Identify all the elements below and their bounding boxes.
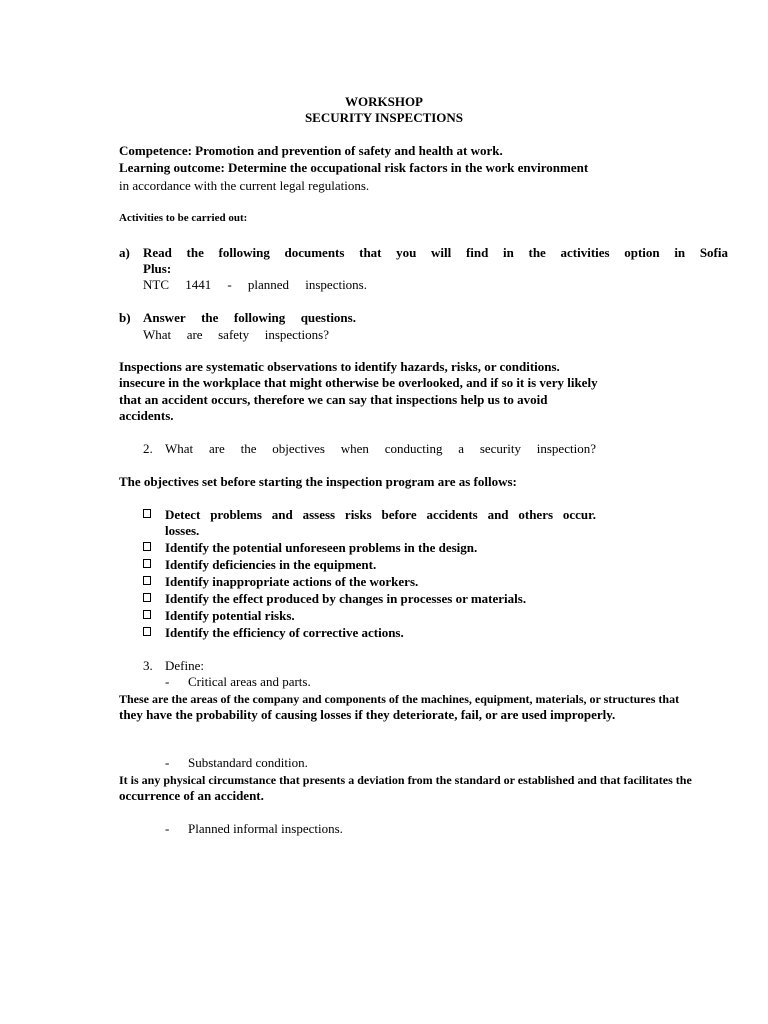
learning-outcome-text: Learning outcome: Determine the occupational risk factors in the work environment [119, 160, 589, 175]
word: a [458, 441, 465, 456]
word: others [518, 507, 554, 522]
word: following [233, 310, 286, 325]
item-a-line [143, 245, 728, 261]
document-subtitle: SECURITY INSPECTIONS [304, 110, 464, 125]
word: accidents [426, 507, 478, 522]
word: and [487, 507, 509, 522]
answer-1-line: insecure in the workplace that might otherwise be overlooked, and if so it is very likely [119, 375, 598, 390]
answer-1-line: Inspections are systematic observations to identify hazards, risks, or conditions. [119, 359, 560, 374]
item-a-marker: a) [119, 245, 130, 260]
define-dash: - [165, 821, 170, 836]
checkbox-bullet-icon [143, 593, 151, 602]
checkbox-bullet-icon [143, 576, 151, 585]
word: objectives [272, 441, 325, 456]
checkbox-bullet-icon [143, 509, 151, 518]
word: option [624, 245, 660, 260]
learning-outcome-continuation: in accordance with the current legal regulations. [119, 178, 370, 193]
word: - [227, 277, 232, 292]
objective-item: Identify inappropriate actions of the workers. [165, 574, 419, 589]
word: NTC [143, 277, 169, 292]
word: Answer [143, 310, 186, 325]
checkbox-bullet-icon [143, 610, 151, 619]
word: assess [302, 507, 336, 522]
question-3-label: Define: [165, 658, 204, 673]
answer-1-line: accidents. [119, 408, 174, 423]
word: in [674, 245, 686, 260]
word: are [208, 441, 225, 456]
objective-item: Identify the efficiency of corrective actions. [165, 625, 404, 640]
word: Sofia [699, 245, 728, 260]
define-term: Critical areas and parts. [188, 674, 311, 689]
item-b-subline [143, 327, 329, 343]
word: questions. [300, 310, 356, 325]
word: when [340, 441, 369, 456]
question-3-number: 3. [143, 658, 153, 673]
word: activities [560, 245, 610, 260]
objective-item: Identify deficiencies in the equipment. [165, 557, 377, 572]
define-definition-line: they have the probability of causing losses if they deteriorate, fail, or are used improperly. [119, 707, 616, 722]
word: planned [247, 277, 290, 292]
item-a-subline [143, 277, 367, 293]
word: and [271, 507, 293, 522]
define-term: Planned informal inspections. [188, 821, 343, 836]
word: the [186, 245, 204, 260]
item-a-continuation: Plus: [143, 261, 172, 276]
activities-heading: Activities to be carried out: [119, 212, 248, 224]
objective-item: Identify the effect produced by changes in processes or materials. [165, 591, 527, 606]
define-definition-line: occurrence of an accident. [119, 788, 264, 803]
word: you [396, 245, 417, 260]
word: inspection? [536, 441, 596, 456]
word: security [479, 441, 521, 456]
word: find [465, 245, 489, 260]
document-title: WORKSHOP [344, 94, 423, 109]
competence-text: Competence: Promotion and prevention of safety and health at work. [119, 143, 503, 158]
word: before [381, 507, 417, 522]
word: the [240, 441, 257, 456]
objective-item: Identify the potential unforeseen problems in the design. [165, 540, 478, 555]
objective-item-continuation: losses. [165, 523, 200, 538]
objective-item: Identify potential risks. [165, 608, 295, 623]
objectives-intro: The objectives set before starting the inspection program are as follows: [119, 474, 517, 489]
item-b-line [143, 310, 356, 326]
checkbox-bullet-icon [143, 542, 151, 551]
word: 1441 [185, 277, 212, 292]
objective-item [165, 507, 596, 523]
question-2-text [165, 441, 596, 457]
word: Read [143, 245, 172, 260]
item-b-marker: b) [119, 310, 131, 325]
word: are [186, 327, 203, 342]
word: conducting [384, 441, 443, 456]
checkbox-bullet-icon [143, 559, 151, 568]
word: occur. [562, 507, 596, 522]
define-dash: - [165, 755, 170, 770]
answer-1-line: that an accident occurs, therefore we can say that inspections help us to avoid [119, 392, 548, 407]
word: the [201, 310, 219, 325]
define-definition-line: These are the areas of the company and components of the machines, equipment, materials, or structures that [119, 692, 680, 706]
define-dash: - [165, 674, 170, 689]
word: What [143, 327, 172, 342]
word: following [218, 245, 270, 260]
define-term: Substandard condition. [188, 755, 308, 770]
word: Detect [165, 507, 201, 522]
define-definition-line: It is any physical circumstance that presents a deviation from the standard or established and that facilitates the [119, 773, 692, 787]
word: that [359, 245, 382, 260]
word: the [528, 245, 546, 260]
word: in [503, 245, 514, 260]
word: What [165, 441, 194, 456]
word: inspections. [305, 277, 367, 292]
word: inspections? [264, 327, 329, 342]
word: documents [284, 245, 345, 260]
question-2-number: 2. [143, 441, 153, 456]
checkbox-bullet-icon [143, 627, 151, 636]
word: will [431, 245, 452, 260]
word: safety [218, 327, 250, 342]
word: problems [210, 507, 262, 522]
word: risks [344, 507, 372, 522]
